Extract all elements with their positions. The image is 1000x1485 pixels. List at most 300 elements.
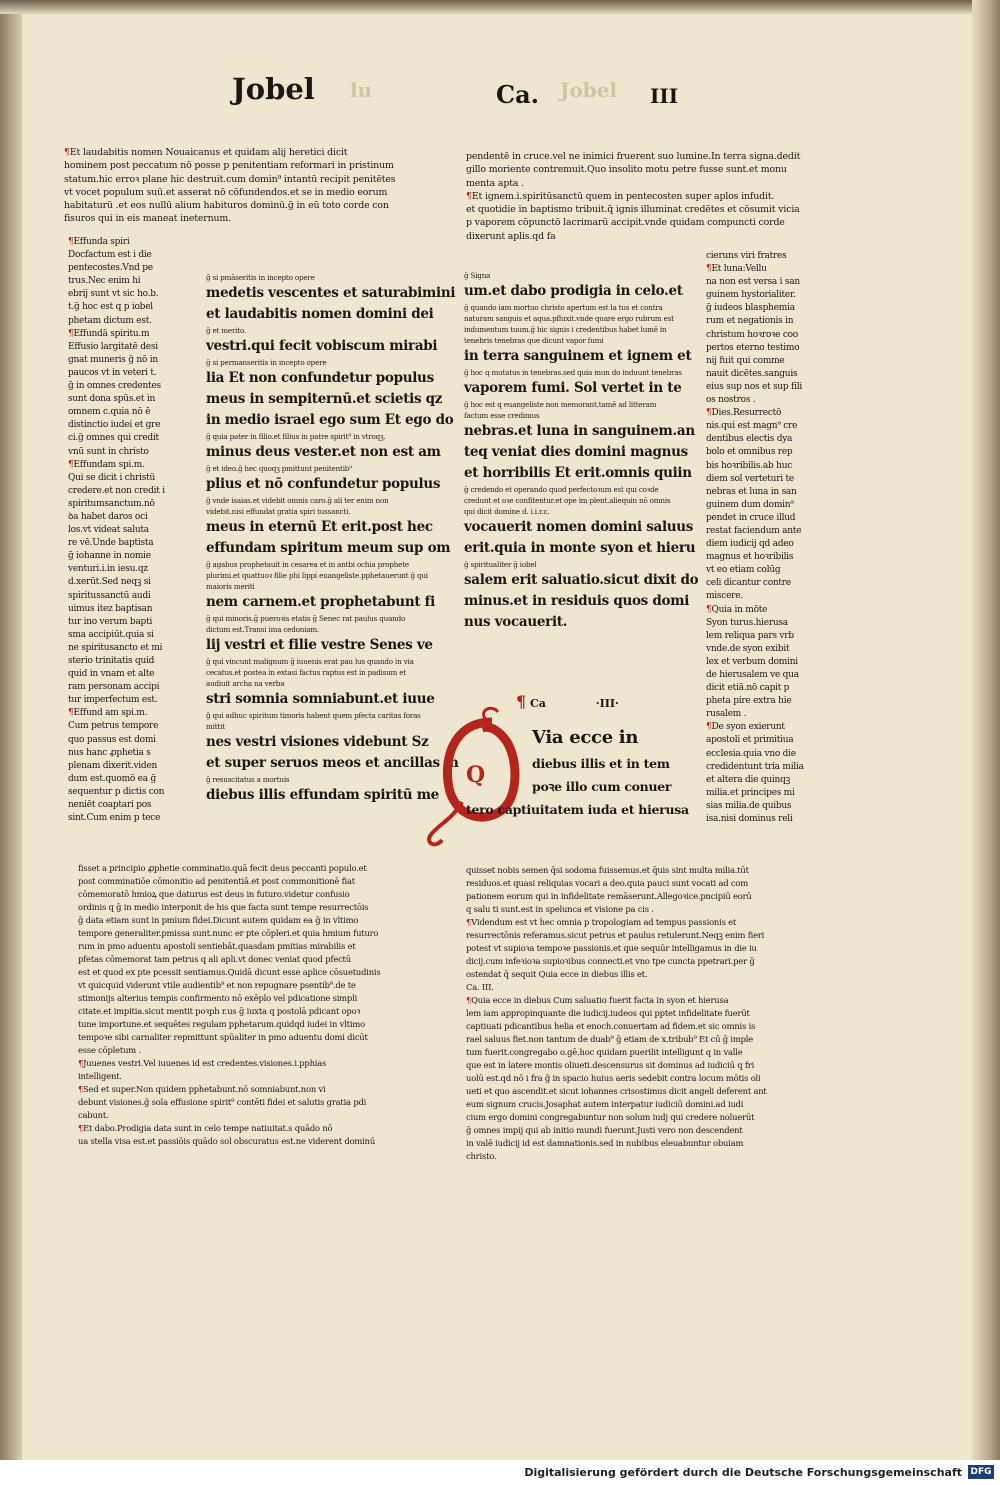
text-line [68,681,180,694]
line-text: cabunt. [78,1110,109,1120]
line-text: ebrij sunt vt sic ho.b. [68,289,159,300]
verse-line: et laudabitis nomen domini dei [206,306,434,322]
text-line [466,216,816,229]
text-line [68,773,180,786]
line-text: statum.hic erroꝛ plane hic destruit.cum domin⁹ intantū recipit penitētes [64,173,396,185]
interlinear-gloss: ḡ agabus prophetauit in cesarea et in antbi ochia prophete plurimi.et quattuoꝛ filie phi lippi euangeliste.pphetauerunt ḡ qui maioris meriti [206,560,428,591]
text-line [706,263,822,276]
line-text: pertos eterno testimo [706,342,800,353]
line-text: gnat muneris ḡ nō in [68,354,158,365]
text-line [706,682,822,695]
text-line [68,406,180,419]
line-text: pendentē in cruce.vel ne inimici fruerent suo lumine.In terra signa.dedit [466,151,801,162]
text-line [68,446,180,459]
verse-line: minus.et in residuis quos domi [464,593,690,609]
line-text: ḡ iohanne in nomie [68,551,151,562]
line-text: Sed et super.Non quidem pphetabunt.nō somniabunt.non vi [83,1084,326,1094]
line-text: vt quicquid viderunt vtile audientib⁹ et non repugnare psentib⁹.de te [78,980,356,990]
pilcrow-mark-icon: ¶ [78,1123,84,1133]
text-line [78,1018,428,1031]
text-line [78,862,428,875]
pilcrow-mark-icon: ¶ [68,237,74,247]
verse-line: nes vestri visiones videbunt Sz [206,734,429,750]
running-head-chapter: Ca. [496,80,540,109]
digitization-footer [0,1460,1000,1485]
line-text: isa.nisi dominus reli [706,814,793,825]
text-line [466,955,822,968]
text-line [78,1005,428,1018]
text-line [68,629,180,642]
chapter-text-line: diebus illis et in tem [532,756,670,771]
dfg-logo: DFG [968,1465,994,1479]
verse-line: minus deus vester.et non est am [206,444,441,460]
line-text: pendet in cruce illud [706,512,796,523]
verse-line: in terra sanguinem et ignem et [464,348,692,364]
interlinear-gloss: ḡ qui minoris.ḡ pueroꝛis etatis ḡ Senec rat paulus quando dictum est.Transi ima cedoniam. [206,614,406,634]
line-text: gillo moriente contremuit.Quo insolito motu petre fusse sunt.et monu [466,164,787,176]
text-line [78,1031,428,1044]
text-line [466,903,822,916]
line-text: sias milia.de quibus [706,800,792,811]
line-text: spiritussanctū audi [68,590,151,601]
text-line [68,472,180,485]
pilcrow-mark-icon: ¶ [78,1084,84,1094]
text-line [706,512,822,525]
text-line [706,630,822,643]
text-line [466,190,816,203]
line-text: menta apta . [466,177,524,189]
line-text: ꝺa habet daros oci [68,511,148,522]
line-text: ḡ omnes impij qui ab initio mundi fuerunt.Justi vero non descendent [466,1125,743,1135]
chapter-heading: ¶ Ca ·III· [516,692,619,711]
text-line [706,787,822,800]
line-text: rum et negationis in [706,316,794,327]
line-text: nus hanc ꝓphetia s [68,747,151,758]
text-line [78,1083,428,1096]
text-line [78,1096,428,1109]
line-text: dicij.cum infeꝛioꝛa supioꝛibus connecti.et vno tpe cuncta ppetrari.per ḡ [466,956,755,966]
line-text: miscere. [706,591,743,602]
line-text: eum signum crucis.Josaphat autem interpatur iudiciū domini.ad iudi [466,1099,744,1109]
verse-line: salem erit saluatio.sicut dixit do [464,572,699,588]
line-text: ostendat q̄ sequit Quia ecce in diebus illis et. [466,969,648,979]
text-line [68,576,180,589]
text-line [466,916,822,929]
line-text: credidentunt tria milia [706,761,804,772]
text-line [466,1098,822,1111]
interlinear-gloss: ḡ si permanseritis in incepto opere [206,358,327,367]
line-text: Videndum est vt hec omnia p tropologiam ad tempus passionis et [471,917,737,927]
line-text: paucos vt in veteri t. [68,367,157,378]
text-line [706,276,822,289]
text-line [466,890,822,903]
line-text: credere.et non credit i [68,485,165,496]
interlinear-gloss: ḡ qui adhuc spiritum timoris habent quem pfecta caritas foras mittit [206,711,421,731]
text-line [68,694,180,707]
text-line [466,1020,822,1033]
pilcrow-mark-icon: ¶ [466,190,472,202]
line-text: ḡ in omnes credentes [68,381,161,392]
interlinear-gloss: ḡ et merito. [206,326,247,335]
line-text: lem reliqua pars vrb [706,630,794,641]
line-text: spiritumsanctum.nō [68,498,155,509]
line-text: quisset nobis semen q̄si sodoma fuissemus.et q̄uis sint multa milia.tūt [466,865,749,875]
text-line [78,992,428,1005]
text-line [64,199,430,212]
verse-line: plius et nō confundetur populus [206,476,441,492]
line-text: in valē iudicij id est damnationis.sed in nubibus eleuabuntur obuiam [466,1138,744,1148]
line-text: cōmemoratō hmioꝝ que daturus est deus in futuro.videtur confusio [78,889,350,899]
line-text: pheta pire extra hie [706,696,792,707]
text-line [466,1111,822,1124]
verse-line: vaporem fumi. Sol vertet in te [464,380,682,396]
text-line [68,498,180,511]
pilcrow-mark-icon: ¶ [466,995,472,1005]
text-line [68,563,180,576]
line-text: post comminatiōe cōmonitio ad penitentiā.et post commonitionē fiat [78,876,355,886]
text-line [68,812,180,825]
text-line [68,655,180,668]
line-text: Et luna:Vellu [711,264,767,275]
text-line [706,525,822,538]
commentary-bottom-right [466,864,822,1184]
text-line [78,979,428,992]
pilcrow-mark-icon: ¶ [68,459,74,470]
line-text: Effunda spiri [73,237,130,247]
text-line [466,1124,822,1137]
line-text: restat faciendum ante [706,525,802,536]
text-line [466,929,822,942]
text-line [466,1150,822,1163]
text-line [706,342,822,355]
line-text: os nostros . [706,395,756,406]
text-line [68,747,180,760]
line-text: Et laudabitis nomen Nouaicanus et quidam alij heretici dicit [69,147,348,158]
verse-line: lij vestri et filie vestre Senes ve [206,637,433,653]
text-line [68,380,180,393]
text-line [706,420,822,433]
line-text: los.vt videat saluta [68,525,149,536]
verse-line: meus in sempiternū.et scietis qz [206,391,443,407]
line-text: habitaturū .et eos nullū alium habituros dominū.ḡ in eū toto corde con [64,200,389,212]
verse-line: nebras.et luna in sanguinem.an [464,423,695,439]
text-line [466,1072,822,1085]
line-text: distinctio iudei et gre [68,420,161,431]
line-text: Qui se dicit i christū [68,472,156,483]
text-line [68,550,180,563]
text-line [706,460,822,473]
text-line [68,393,180,406]
text-line [706,302,822,315]
interlinear-gloss: ḡ quia pater in filio.et filius in patre spirit⁹ in vtroqꝫ. [206,432,386,441]
line-text: diem sol verteturi te [706,473,794,484]
verse-line: et horribilis Et erit.omnis quiin [464,465,692,481]
line-text: na non est versa i san [706,277,800,288]
text-line [68,432,180,445]
text-line [706,774,822,787]
text-line [706,800,822,813]
text-line [68,485,180,498]
line-text: pationem eorum qui in infidelitate remāserunt.Allegoꝛice.pncipiū eorū [466,891,752,901]
chapter-text-line: tero captiuitatem iuda et hierusa [466,802,689,817]
line-text: nebras et luna in san [706,486,797,497]
line-text: que est in latere montis oliueti.descensurus sit dominus ad iudiciū q fri [466,1060,755,1070]
line-text: milia.et principes mi [706,787,795,798]
line-text: Et ignem.i.spiritūsanctū quem in pentecosten super aplos infudit. [471,190,775,202]
text-line [706,643,822,656]
line-text: vt vocet populum suū.et asserat nō cōfundendos.et se in medio eorum [64,186,388,198]
text-line [706,315,822,328]
line-text: de hierusalem ve qua [706,670,799,680]
line-text: rum in pmo aduentu apostoli sentiebāt.quasdam pmitias mirabilis et [78,941,356,951]
line-text: et altera die quinqꝫ [706,774,790,785]
text-line [78,927,428,940]
interlinear-gloss: ḡ hoc est q euangeliste non memorant.tamē ad litteram factum esse credimus [464,400,657,420]
verse-line: meus in eternū Et erit.post hec [206,519,433,535]
line-text: trus.Nec enim hi [68,276,141,287]
line-text: Effundā spiritu.m [73,328,150,339]
text-line [466,163,816,176]
text-line [78,940,428,953]
text-line [68,341,180,354]
text-line [706,407,822,420]
text-line [68,459,180,472]
text-line [64,146,430,159]
right-marginal-gloss [706,250,822,865]
verse-line: um.et dabo prodigia in celo.et [464,283,683,299]
verse-line: diebus illis effundam spiritū me [206,787,439,803]
line-text: cieruns viri fratres [706,251,787,261]
line-text: ueti et quo ascendit.et sicut iohannes crisostimus dicit angeli deferent ant [466,1086,767,1096]
text-line [706,250,822,263]
text-line [706,433,822,446]
text-line [706,394,822,407]
interlinear-gloss: ḡ vnde isaias.et videbit omnis caro.ḡ ali ter enim non videbit.nisi effundat gratia spiri tussancti. [206,496,389,516]
text-line [68,786,180,799]
running-head-book: Jobel [232,72,315,106]
verse-line: vestri.qui fecit vobiscum mirabi [206,338,438,354]
text-line [68,603,180,616]
line-text: fisset a principio ꝓphetie comminatio.quā fecit deus peccanti populo.et [78,863,367,873]
line-text: nij fuit qui comme [706,355,785,366]
text-line [706,538,822,551]
pilcrow-mark-icon: ¶ [68,328,74,339]
text-line [68,288,180,301]
text-line [706,708,822,721]
text-line [64,159,430,172]
text-line [706,329,822,342]
text-line [706,734,822,747]
line-text: et quotidie in baptismo tribuit.q̄ ignis illuminat credētes et cōsumit vicia [466,204,800,216]
text-line [68,707,180,720]
interlinear-gloss: ḡ et ideo.ḡ hec quoqꝫ pmittunt penitentib⁹ [206,464,352,473]
pilcrow-mark-icon: ¶ [706,408,712,419]
text-line [706,289,822,302]
line-text: tum fuerit.congregabo o.gē.hoc quidam puerilit intelligunt q in valle [466,1047,743,1057]
line-text: uolū est.qd nō i fra ḡ in spacio huius aeris sedebit contra locum mōtis oli [466,1073,761,1083]
line-text: tempore generaliter.pmissa sunt.nunc er pte cōpleri.et quia hmium futuro [78,928,379,938]
page-top-edge [0,0,1000,14]
text-line [68,511,180,524]
text-line [68,328,180,341]
text-line [68,537,180,550]
text-line [466,1033,822,1046]
verse-line: effundam spiritum meum sup om [206,540,451,556]
verse-line: et super seruos meos et ancillas in [206,755,459,771]
line-text: guinem dum domin⁹ [706,499,794,510]
line-text: quid in vnam et alte [68,669,155,680]
line-text: cium ergo domini congregabuntur non solum iudj qui credere noluerūt [466,1112,755,1122]
text-line [466,864,822,877]
line-text: tempoꝛe sibi carnaliter repmittunt spūaliter in pmo aduentu domi dicūt [78,1032,368,1042]
line-text: quo passus est domi [68,734,156,745]
line-text: Docfactum est i die [68,250,152,261]
text-line [706,355,822,368]
text-line [64,186,430,199]
text-line [466,1085,822,1098]
line-text: resurrectōnis referamus.sicut petrus et paulus retulerunt.Neqꝫ enim fieri [466,930,765,940]
text-line [706,473,822,486]
text-line [68,367,180,380]
text-line [78,1109,428,1122]
line-text: Effusio largitatē desi [68,341,158,352]
text-line [466,230,816,243]
verse-line: lia Et non confundetur populus [206,370,434,386]
line-text: uimus itez baptisan [68,603,153,614]
text-line [466,150,816,163]
verse-line: stri somnia somniabunt.et iuue [206,691,435,707]
line-text: bolo et omnibus rep [706,447,793,458]
line-text: residuos.et quasi reliquias vocari a deo.quia pauci sunt vocati ad com [466,878,748,888]
text-line [78,966,428,979]
commentary-top-right [466,150,816,250]
line-text: esse cōpletum . [78,1045,141,1055]
line-text: guinem hystorialiter. [706,290,796,301]
line-text: citate.et impitia.sicut mentit poꝛph r.us ḡ iuxta q postolā pdicant opoꝛ [78,1006,361,1016]
text-line [78,1044,428,1057]
chapter-heading-label: Ca [530,697,546,710]
text-line [68,590,180,603]
text-line [706,577,822,590]
line-text: ecclesia.quia vno die [706,748,796,759]
text-line [466,968,822,981]
interlinear-gloss: ḡ spiritualiter ḡ iobel [464,560,537,569]
text-line [706,590,822,603]
center-biblical-text [206,272,459,832]
text-line [68,760,180,773]
line-text: debunt visiones.ḡ sola effusione spirit⁹ contēti fidei et salutis gratia pdi [78,1097,367,1107]
left-marginal-gloss [68,236,180,872]
pilcrow-mark-icon: ¶ [68,708,74,719]
pilcrow-mark-icon: ¶ [466,917,472,927]
pilcrow-mark-icon: ¶ [78,1058,84,1068]
line-text: Dies.Resurrectō [711,408,782,419]
verse-line: nem carnem.et prophetabunt fi [206,594,436,610]
line-text: celi dicantur contre [706,578,791,589]
line-text: venturi.i.in iesu.qz [68,564,148,575]
text-line [706,617,822,630]
line-text: hominem post peccatum nō posse p penitentiam reformari in pristinum [64,160,394,172]
commentary-top-left [64,146,430,236]
line-text: intelligent. [78,1071,122,1081]
text-line [68,275,180,288]
chapter-opening-text [466,724,689,834]
text-line [706,499,822,512]
text-line [68,315,180,328]
text-line [78,901,428,914]
line-text: dentibus electis dya [706,434,793,445]
line-text: Effundam spi.m. [73,459,145,470]
interlinear-gloss: ḡ qui vincunt malignum ḡ iuuenis erat pau lus quando in via cecatus.et postea in extasi factus raptus est in padisum et audiuit archa na verba [206,657,414,688]
text-line [68,642,180,655]
line-text: tune importune.et sequētes regulam pphetarum.quidqd iudei in vltimo [78,1019,365,1029]
line-text: plenam dixerit.viden [68,760,158,771]
text-line [68,616,180,629]
line-text: De syon exierunt [711,722,785,733]
line-text: vnū sunt in christo [68,446,149,457]
line-text: Ca. III. [466,982,494,992]
interlinear-gloss: ḡ resuscitatus a mortuis [206,775,290,784]
text-line [78,888,428,901]
line-text: ram personam accipi [68,682,160,693]
pilcrow-mark-icon: ¶ [706,722,712,733]
verse-line: vocauerit nomen domini saluus [464,519,694,535]
line-text: sma accipiūt.quia si [68,629,154,640]
line-text: neniēt coaptari pos [68,800,152,811]
line-text: Syon turus.hierusa [706,617,788,628]
text-line [466,877,822,890]
line-text: christo. [466,1151,497,1161]
line-text: tur imperfectum est. [68,695,158,706]
interlinear-gloss: ḡ quando iam mortuo christo apertum est la tus et contra naturam sanguis et aqua.pfluxit.vnde quare ergo rubrum est indumentum tuum.ḡ hic signis i credentibus habet lumē in tenebris tenebras que dicunt vapor fumi [464,303,674,345]
text-line [466,1046,822,1059]
line-text: nis.qui est magn⁹ cre [706,421,798,432]
line-text: dixerunt aplis.qd fa [466,230,556,242]
pilcrow-mark-icon: ¶ [64,147,70,158]
line-text: apostoli et primitiua [706,735,794,746]
text-line [706,604,822,617]
footer-credit: Digitalisierung gefördert durch die Deutsche Forschungsgemeinschaft [524,1466,962,1479]
text-line [78,1135,428,1148]
running-head-chapter-number: III [650,84,679,108]
chapter-text-line: Via ecce in [532,727,639,748]
line-text: pentecostes.Vnd pe [68,263,153,274]
line-text: sint.Cum enim p tece [68,813,161,824]
text-line [466,1007,822,1020]
text-line [78,875,428,888]
bleed-through-text: lu [350,78,373,102]
text-line [68,419,180,432]
line-text: stimonijs alterius tempis confirmento nō exēplo vel pdicatione simpli [78,993,358,1003]
text-line [78,1070,428,1083]
line-text: eius sup nos et sup fili [706,381,803,392]
line-text: potest vt supioꝛa tempoꝛe passionis.et que sequūr intelligamus in die iu [466,943,757,953]
commentary-bottom-left [78,862,428,1192]
text-line [68,262,180,275]
right-biblical-text [464,270,699,680]
text-line [706,695,822,708]
line-text: ua stella visa est.et passiōis quādo sol obscuratus est.ne viderent dominū [78,1136,376,1146]
line-text: Juuenes vestri.Vel iuuenes id est credentes.visiones.i.pphias [83,1058,327,1068]
line-text: vt eo etiam colūg [706,565,781,576]
line-text: sterio trinitatis quid [68,656,155,666]
text-line [706,656,822,669]
text-line [706,486,822,499]
line-text: est et quod ex pte pcessit sentiamus.Quidā dicunt esse aplice cōsuetudinis [78,967,381,977]
chapter-heading-number: ·III· [595,697,619,710]
text-line [68,720,180,733]
line-text: ne spiritusancto et mi [68,642,163,653]
